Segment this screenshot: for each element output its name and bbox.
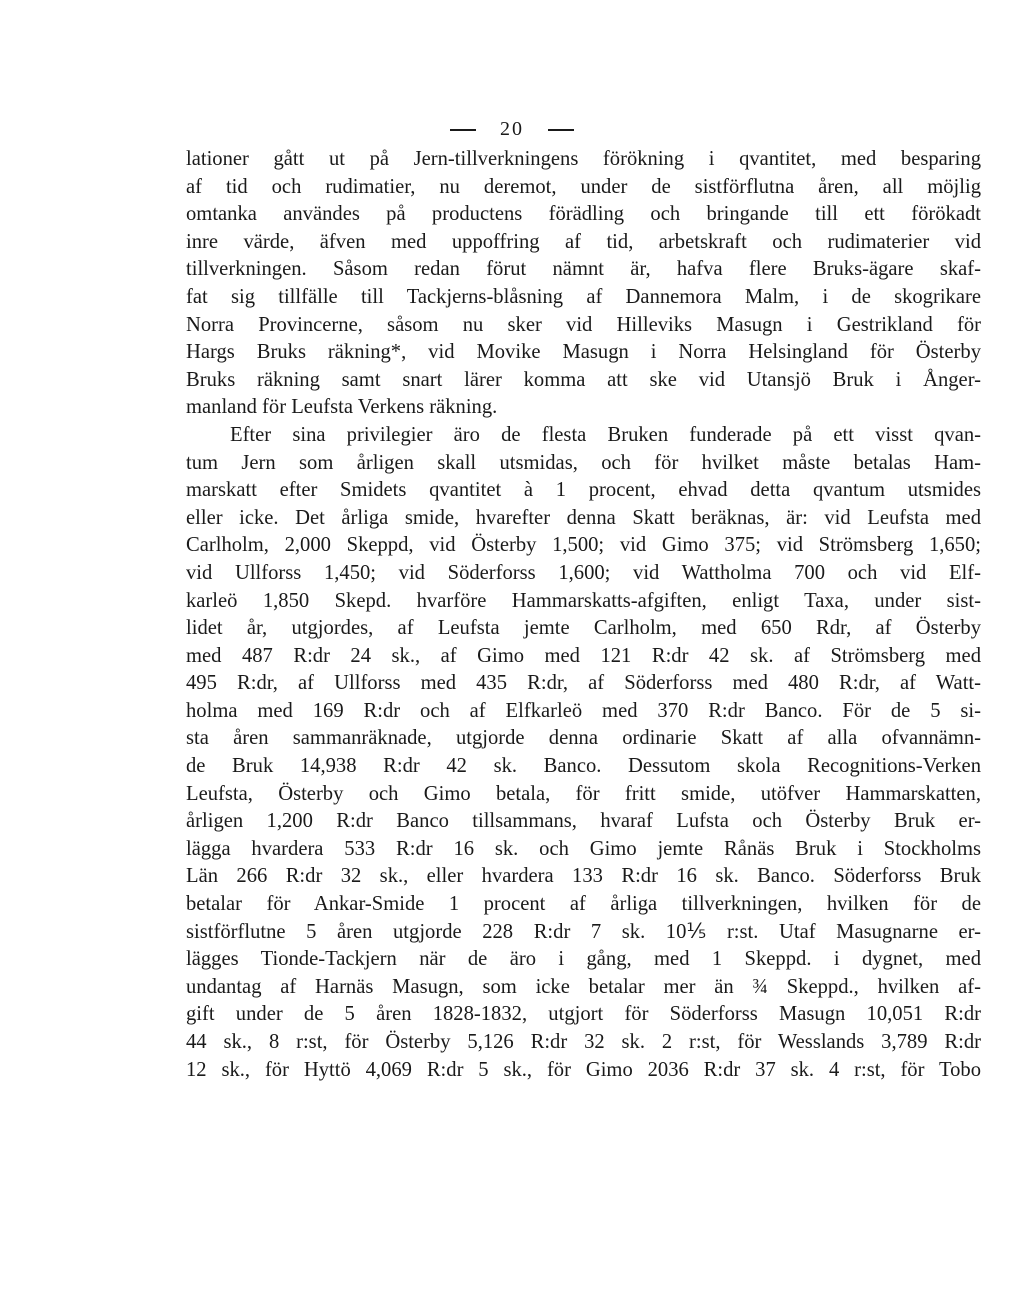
text-line: lägga hvardera 533 R:dr 16 sk. och Gimo jemte Rånäs Bruk i Stockholms bbox=[186, 837, 981, 860]
text-line: Bruks räkning samt snart lärer komma att ske vid Utansjö Bruk i Ånger- bbox=[186, 368, 981, 391]
text-line: vid Ullforss 1,450; vid Söderforss 1,600; vid Wattholma 700 och vid Elf- bbox=[186, 561, 981, 584]
text-line: omtanka användes på productens förädling och bringande till ett förökadt bbox=[186, 203, 981, 226]
text-line: sistförflutne 5 åren utgjorde 228 R:dr 7 sk. 10⅕ r:st. Utaf Masugnarne er- bbox=[186, 920, 981, 943]
text-line: 12 sk., för Hyttö 4,069 R:dr 5 sk., för Gimo 2036 R:dr 37 sk. 4 r:st, för Tobo bbox=[186, 1058, 981, 1081]
text-line: eller icke. Det årliga smide, hvarefter denna Skatt beräknas, är: vid Leufsta med bbox=[186, 506, 981, 529]
text-line: de Bruk 14,938 R:dr 42 sk. Banco. Dessutom skola Recognitions-Verken bbox=[186, 755, 981, 778]
text-line: lationer gått ut på Jern-tillverkningens förökning i qvantitet, med besparing bbox=[186, 148, 981, 170]
text-line: Carlholm, 2,000 Skeppd, vid Österby 1,500; vid Gimo 375; vid Strömsberg 1,650; bbox=[186, 534, 981, 557]
body-text bbox=[186, 146, 981, 1084]
text-line: med 487 R:dr 24 sk., af Gimo med 121 R:dr 42 sk. af Strömsberg med bbox=[186, 644, 981, 667]
text-line: fat sig tillfälle till Tackjerns-blåsning af Dannemora Malm, i de skogrikare bbox=[186, 285, 981, 308]
text-line: 44 sk., 8 r:st, för Österby 5,126 R:dr 32 sk. 2 r:st, för Wesslands 3,789 R:dr bbox=[186, 1031, 981, 1053]
text-line: sta åren sammanräknade, utgjorde denna ordinarie Skatt af alla ofvannämn- bbox=[186, 727, 981, 750]
text-line: 495 R:dr, af Ullforss med 435 R:dr, af Söderforss med 480 R:dr, af Watt- bbox=[186, 672, 981, 695]
text-line: lidet år, utgjordes, af Leufsta jemte Carlholm, med 650 Rdr, af Österby bbox=[186, 617, 981, 640]
text-line: undantag af Harnäs Masugn, som icke betalar mer än ¾ Skeppd., hvilken af- bbox=[186, 975, 981, 998]
text-line: tum Jern som årligen skall utsmidas, och för hvilket måste betalas Ham- bbox=[186, 451, 981, 474]
text-line: holma med 169 R:dr och af Elfkarleö med 370 R:dr Banco. För de 5 si- bbox=[186, 699, 981, 722]
text-line: Län 266 R:dr 32 sk., eller hvardera 133 R:dr 16 sk. Banco. Söderforss Bruk bbox=[186, 865, 981, 888]
text-line: inre värde, äfven med uppoffring af tid, arbetskraft och rudimaterier vid bbox=[186, 230, 981, 253]
header-dash-right bbox=[548, 129, 574, 131]
header-dash-left bbox=[450, 129, 476, 131]
text-line: årligen 1,200 R:dr Banco tillsammans, hvaraf Lufsta och Österby Bruk er- bbox=[186, 810, 981, 833]
text-line: tillverkningen. Såsom redan förut nämnt är, hafva flere Bruks-ägare skaf- bbox=[186, 258, 981, 281]
page-header bbox=[0, 118, 1024, 141]
page-number: 20 bbox=[500, 118, 524, 140]
text-line: Leufsta, Österby och Gimo betala, för fritt smide, utöfver Hammarskatten, bbox=[186, 782, 981, 805]
text-line: manland för Leufsta Verkens räkning. bbox=[186, 396, 498, 419]
text-line: gift under de 5 åren 1828-1832, utgjort för Söderforss Masugn 10,051 R:dr bbox=[186, 1003, 981, 1026]
text-line: Efter sina privilegier äro de flesta Bruken funderade på ett visst qvan- bbox=[230, 423, 981, 446]
text-line: lägges Tionde-Tackjern när de äro i gång, med 1 Skeppd. i dygnet, med bbox=[186, 948, 981, 971]
text-line: Hargs Bruks räkning*, vid Movike Masugn i Norra Helsingland för Österby bbox=[186, 341, 981, 364]
text-line: karleö 1,850 Skepd. hvarföre Hammarskatts-afgiften, enligt Taxa, under sist- bbox=[186, 589, 981, 612]
text-line: af tid och rudimatier, nu deremot, under de sistförflutna åren, all möjlig bbox=[186, 175, 981, 198]
text-line: betalar för Ankar-Smide 1 procent af årliga tillverkningen, hvilken för de bbox=[186, 893, 981, 916]
text-line: marskatt efter Smidets qvantitet à 1 procent, ehvad detta qvantum utsmides bbox=[186, 479, 981, 502]
text-line: Norra Provincerne, såsom nu sker vid Hilleviks Masugn i Gestrikland för bbox=[186, 313, 981, 336]
